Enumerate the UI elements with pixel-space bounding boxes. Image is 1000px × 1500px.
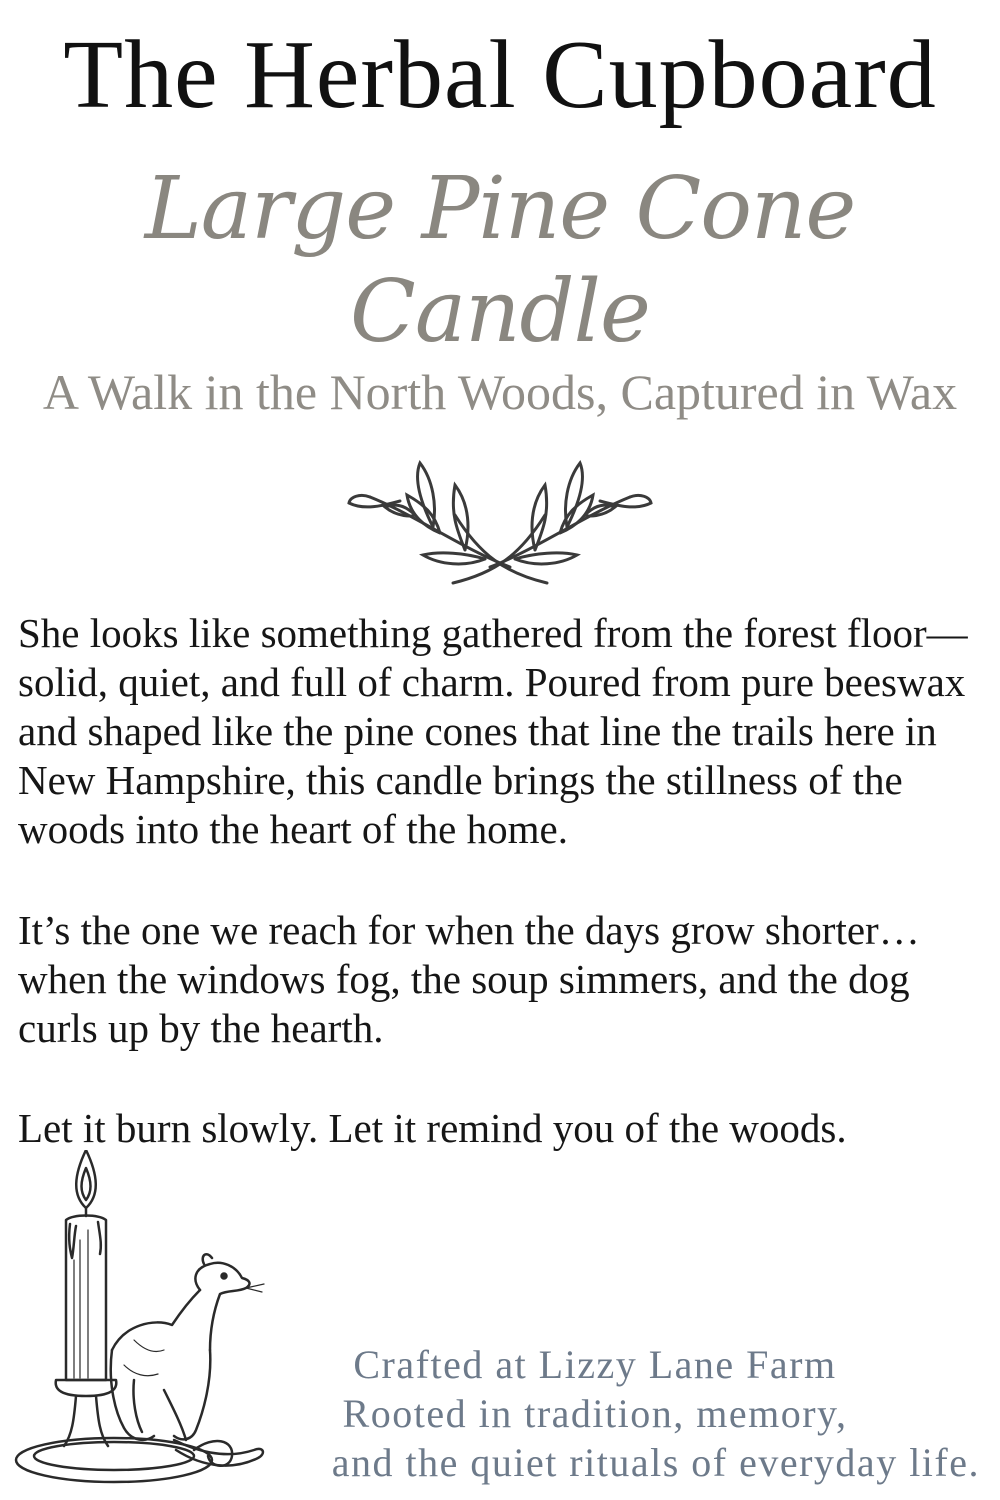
brand-title: The Herbal Cupboard xyxy=(63,21,937,129)
footer-credits xyxy=(200,1340,990,1487)
description-paragraph-1: She looks like something gathered from the forest floor—solid, quiet, and full of charm. Poured from pure beeswax and shaped like the pine cones that line the trails here in New Hampshire, this candle brings the stillness of the woods into the heart of the home. xyxy=(18,610,968,852)
description-paragraph-3: Let it burn slowly. Let it remind you of the woods. xyxy=(18,1105,847,1151)
footer-line-3: and the quiet rituals of everyday life. xyxy=(331,1440,980,1485)
product-name: Large Pine Cone Candle xyxy=(144,159,856,363)
footer-line-2: Rooted in tradition, memory, xyxy=(342,1391,848,1436)
footer-line-1: Crafted at Lizzy Lane Farm xyxy=(353,1342,837,1387)
description-paragraph-2: It’s the one we reach for when the days grow shorter… when the windows fog, the soup simmers, and the dog curls up by the hearth. xyxy=(18,907,920,1051)
tagline: A Walk in the North Woods, Captured in Wax xyxy=(42,364,958,420)
laurel-branches-icon xyxy=(345,455,655,590)
